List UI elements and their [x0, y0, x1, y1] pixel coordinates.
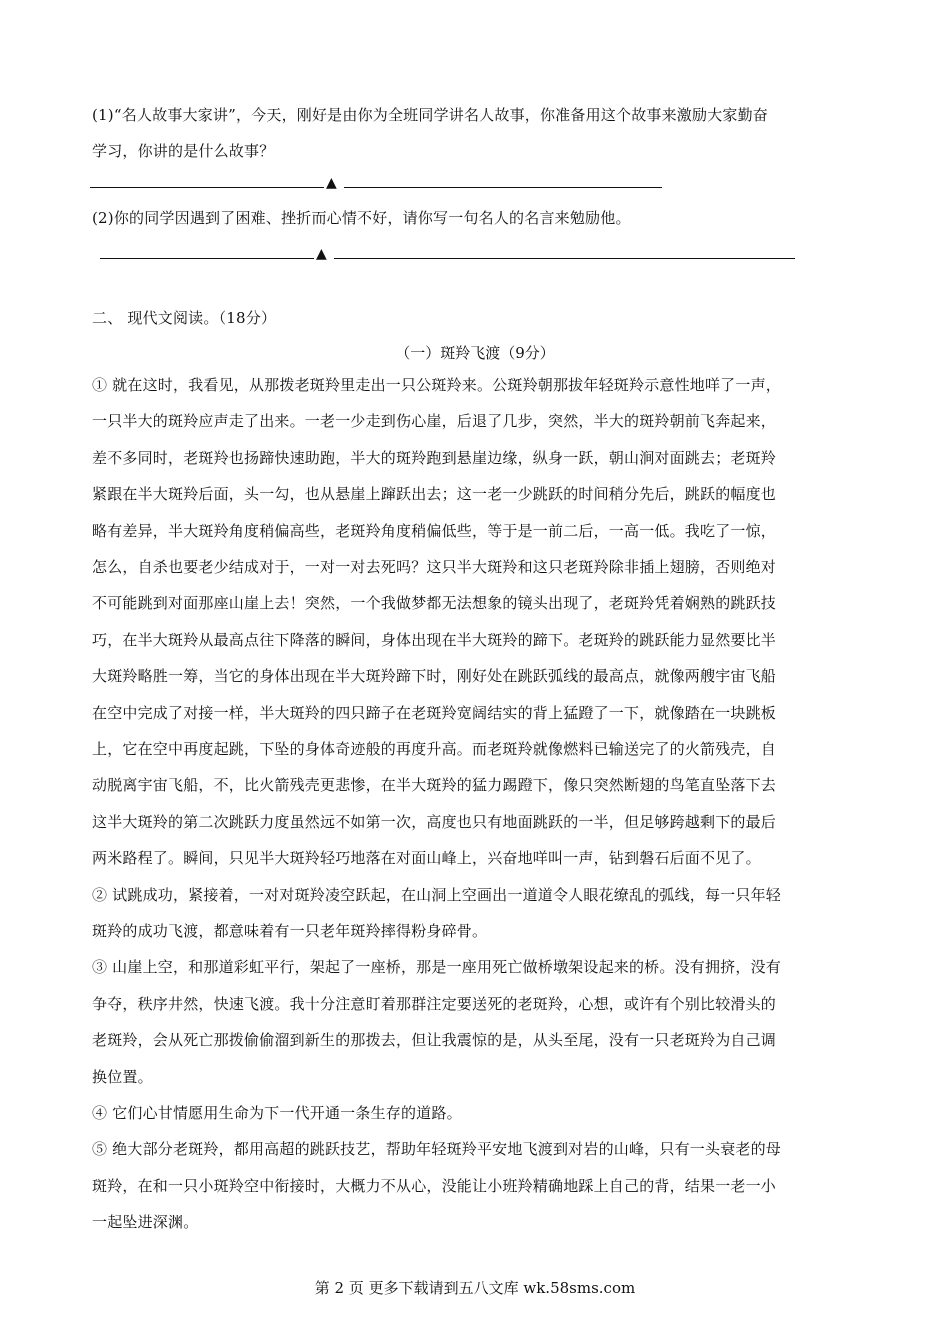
passage-title: （一）斑羚飞渡（9分） [395, 344, 555, 362]
passage-line: 大斑羚略胜一筹，当它的身体出现在半大斑羚蹄下时，刚好处在跳跃弧线的最高点，就像两艘宇宙飞船 [92, 667, 777, 686]
passage-line: 略有差异，半大斑羚角度稍偏高些，老斑羚角度稍偏低些，等于是一前二后，一高一低。我吃了一惊， [92, 521, 777, 540]
passage-line: 在空中完成了对接一样，半大斑羚的四只蹄子在老斑羚宽阔结实的背上猛蹬了一下，就像踏在一块跳板 [92, 703, 777, 722]
passage-line: ④ 它们心甘情愿用生命为下一代开通一条生存的道路。 [92, 1104, 462, 1122]
question-2-line-1: (2)你的同学因遇到了困难、挫折而心情不好，请你写一句名人的名言来勉励他。 [92, 209, 631, 227]
passage-line: ② 试跳成功，紧接着，一对对斑羚凌空跃起，在山洞上空画出一道道令人眼花缭乱的弧线，每一只年轻 [92, 885, 781, 904]
passage-line: 斑羚，在和一只小斑羚空中衔接时，大概力不从心，没能让小班羚精确地踩上自己的背，结果一老一小 [92, 1176, 777, 1195]
answer-rule-left [90, 187, 324, 188]
passage-line: ① 就在这时，我看见，从那拨老斑羚里走出一只公斑羚来。公斑羚朝那拔年轻斑羚示意性地咩了一声， [92, 376, 781, 394]
passage-line: 两米路程了。瞬间，只见半大斑羚轻巧地落在对面山峰上，兴奋地咩叫一声，钻到磐石后面不见了。 [92, 849, 761, 868]
passage-line: 动脱离宇宙飞船，不，比火箭残壳更悲惨，在半大斑羚的猛力踢蹬下，像只突然断翅的鸟笔直坠落下去 [92, 776, 777, 795]
page-footer: 第 2 页 更多下载请到五八文库 wk.58sms.com [314, 1279, 636, 1297]
triangle-marker-icon: ▲ [316, 246, 327, 262]
passage-line: ⑤ 绝大部分老斑羚，都用高超的跳跃技艺，帮助年轻斑羚平安地飞渡到对岩的山峰，只有一头衰老的母 [92, 1140, 781, 1159]
question-1-line-2: 学习，你讲的是什么故事？ [92, 142, 275, 160]
passage-line: 换位置。 [92, 1067, 153, 1086]
question-1-line-1: (1)“名人故事大家讲”，今天，刚好是由你为全班同学讲名人故事，你准备用这个故事来激励大家勤奋 [92, 106, 768, 124]
passage-line: 怎么，自杀也要老少结成对于，一对一对去死吗？这只半大斑羚和这只老斑羚除非插上翅膀，否则绝对 [92, 558, 777, 576]
passage-line: 争夺，秩序井然，快速飞渡。我十分注意盯着那群注定要送死的老斑羚，心想，或许有个别比较滑头的 [92, 994, 777, 1013]
passage-line: 差不多同时，老斑羚也扬蹄快速助跑，半大的斑羚跑到悬崖边缘，纵身一跃，朝山涧对面跳去；老斑羚 [92, 448, 777, 467]
passage-line: 巧，在半大斑羚从最高点往下降落的瞬间，身体出现在半大斑羚的蹄下。老斑羚的跳跃能力显然要比半 [92, 630, 777, 649]
answer-rule-right [334, 258, 795, 259]
passage-line: 不可能跳到对面那座山崖上去！突然，一个我做梦都无法想象的镜头出现了，老斑羚凭着娴熟的跳跃技 [92, 594, 777, 613]
passage-line: 老斑羚，会从死亡那拨偷偷溜到新生的那拨去，但让我震惊的是，从头至尾，没有一只老斑羚为自己调 [92, 1031, 777, 1050]
passage-line: 上，它在空中再度起跳，下坠的身体奇迹般的再度升高。而老斑羚就像燃料已输送完了的火箭残壳，自 [92, 740, 777, 758]
answer-blank-2[interactable] [100, 243, 795, 261]
section-heading: 二、 现代文阅读。（18分） [92, 309, 277, 327]
answer-rule-right [344, 187, 662, 188]
passage-line: 这半大斑羚的第二次跳跃力度虽然远不如第一次，高度也只有地面跳跃的一半，但足够跨越剩下的最后 [92, 812, 777, 831]
answer-blank-1[interactable] [90, 172, 662, 190]
triangle-marker-icon: ▲ [326, 175, 337, 191]
passage-line: ③ 山崖上空，和那道彩虹平行，架起了一座桥，那是一座用死亡做桥墩架设起来的桥。没有拥挤，没有 [92, 958, 781, 977]
passage-line: 紧跟在半大斑羚后面，头一勾，也从悬崖上蹿跃出去；这一老一少跳跃的时间稍分先后，跳跃的幅度也 [92, 485, 777, 504]
passage-line: 一只半大的斑羚应声走了出来。一老一少走到伤心崖，后退了几步，突然，半大的斑羚朝前飞奔起来， [92, 412, 777, 431]
answer-rule-left [100, 258, 314, 259]
passage-line: 一起坠进深渊。 [92, 1213, 199, 1232]
passage-line: 斑羚的成功飞渡，都意味着有一只老年斑羚摔得粉身碎骨。 [92, 922, 488, 940]
